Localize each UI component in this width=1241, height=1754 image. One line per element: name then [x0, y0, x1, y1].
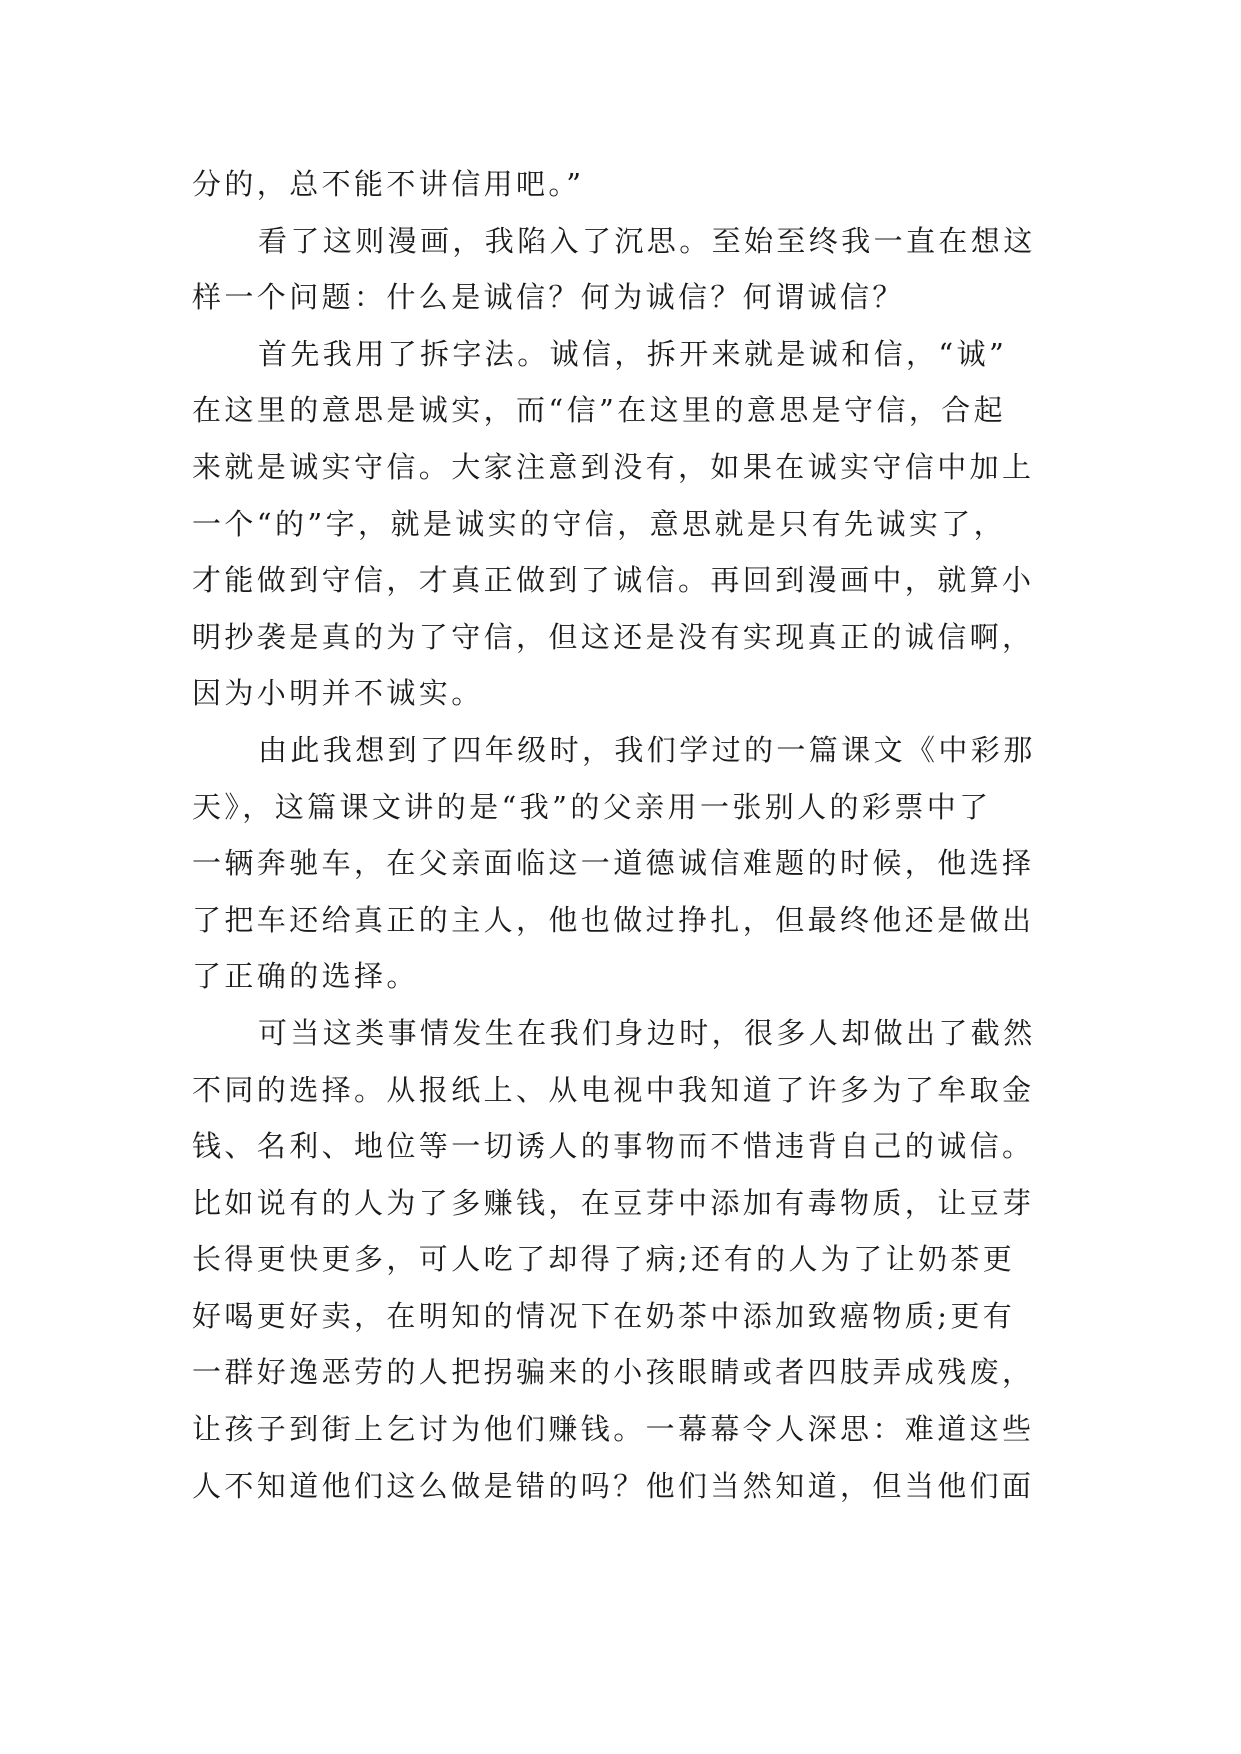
text-line: 人不知道他们这么做是错的吗？他们当然知道，但当他们面: [192, 1468, 1035, 1503]
text-line: 让孩子到街上乞讨为他们赚钱。一幕幕令人深思：难道这些: [192, 1412, 1035, 1447]
text-line: 一个“的”字，就是诚实的守信，意思就是只有先诚实了，: [192, 506, 1007, 541]
text-line: 明抄袭是真的为了守信，但这还是没有实现真正的诚信啊，: [192, 619, 1035, 654]
text-line: 在这里的意思是诚实，而“信”在这里的意思是守信，合起: [192, 393, 1007, 428]
text-line: 钱、名利、地位等一切诱人的事物而不惜违背自己的诚信。: [192, 1129, 1035, 1164]
text-line: 一辆奔驰车，在父亲面临这一道德诚信难题的时候，他选择: [192, 846, 1035, 881]
paragraph-first-line: 看了这则漫画，我陷入了沉思。至始至终我一直在想这: [258, 223, 1036, 258]
text-line: 才能做到守信，才真正做到了诚信。再回到漫画中，就算小: [192, 563, 1035, 598]
text-line: 好喝更好卖，在明知的情况下在奶茶中添加致癌物质;更有: [192, 1298, 1016, 1333]
text-line: 天》，这篇课文讲的是“我”的父亲用一张别人的彩票中了: [192, 789, 992, 824]
paragraph-first-line: 由此我想到了四年级时，我们学过的一篇课文《中彩那: [258, 732, 1036, 767]
paragraph-first-line: 首先我用了拆字法。诚信，拆开来就是诚和信，“诚”: [258, 336, 1008, 371]
text-line: 不同的选择。从报纸上、从电视中我知道了许多为了牟取金: [192, 1072, 1035, 1107]
text-line: 来就是诚实守信。大家注意到没有，如果在诚实守信中加上: [192, 449, 1035, 484]
text-line: 了正确的选择。: [192, 959, 419, 994]
body-text: [192, 156, 1052, 1514]
text-line: 了把车还给真正的主人，他也做过挣扎，但最终他还是做出: [192, 902, 1035, 937]
text-line: 样一个问题：什么是诚信？何为诚信？何谓诚信？: [192, 280, 905, 315]
text-line: 一群好逸恶劳的人把拐骗来的小孩眼睛或者四肢弄成残废，: [192, 1355, 1035, 1390]
text-line: 因为小明并不诚实。: [192, 676, 484, 711]
paragraph-first-line: 可当这类事情发生在我们身边时，很多人却做出了截然: [258, 1015, 1036, 1050]
text-line: 长得更快更多，可人吃了却得了病;还有的人为了让奶茶更: [192, 1242, 1016, 1277]
text-line: 分的，总不能不讲信用吧。”: [192, 167, 585, 201]
text-line: 比如说有的人为了多赚钱，在豆芽中添加有毒物质，让豆芽: [192, 1185, 1035, 1220]
